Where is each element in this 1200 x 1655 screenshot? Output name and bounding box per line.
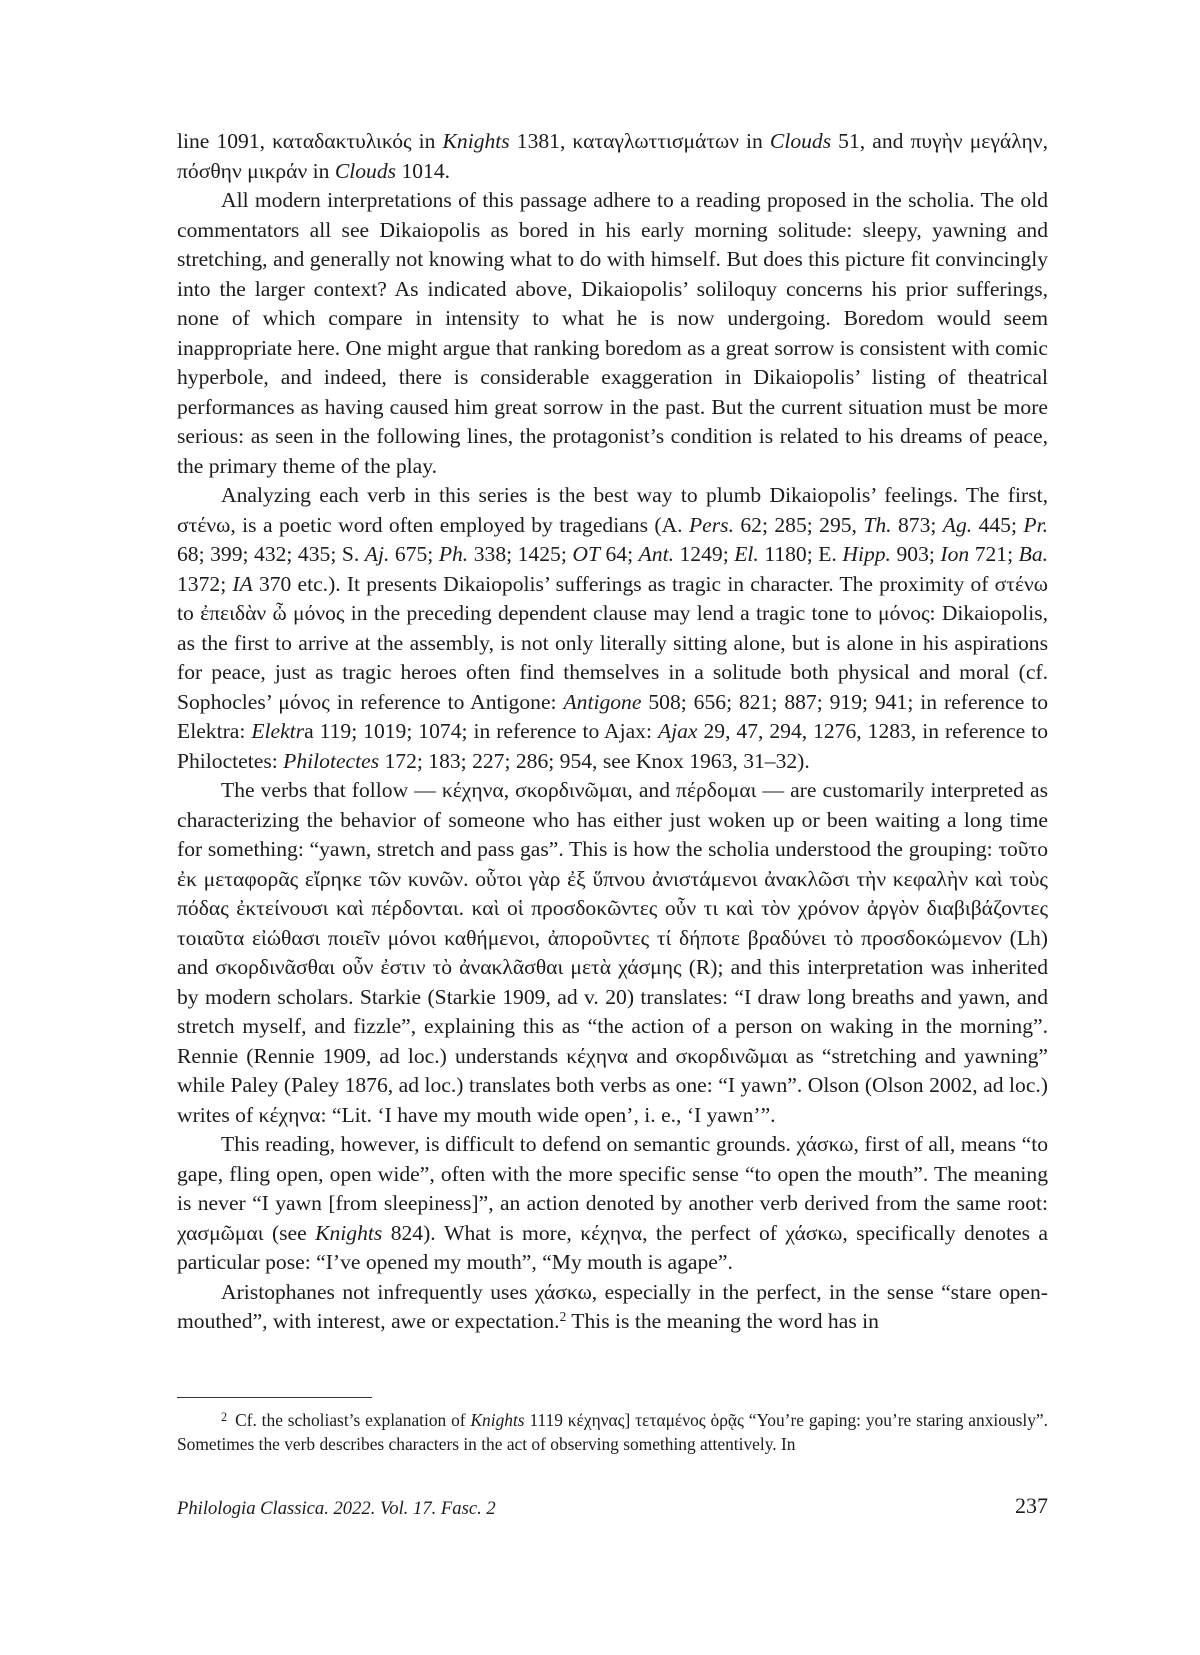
- page-number: 237: [1015, 1493, 1048, 1518]
- paragraph-6: Aristophanes not infrequently uses χάσκω, especially in the perfect, in the sense “stare open-mouthed”, with interest, awe or expectation.$^2$ This is the meaning the word has in: [177, 1279, 1048, 1333]
- paragraph-1: line 1091, καταδακτυλικός in Knights 1381, καταγλωττισμάτων in Clouds 51, and πυγὴν μεγάλην, πόσθην μικράν in Clouds 1014.: [177, 129, 1048, 183]
- running-footer-journal: Philologia Classica. 2022. Vol. 17. Fasc. 2: [177, 1498, 496, 1519]
- body-text: [177, 127, 1048, 1337]
- footnote-text: Cf. the scholiast’s explanation of Knights 1119 κέχηνας] τεταμένος ὁρᾷς “You’re gaping: you’re staring anxiously”. Sometimes the verb describes characters in the act of observing something attentively. In: [177, 1410, 1048, 1454]
- paragraph-5: This reading, however, is difficult to defend on semantic grounds. χάσκω, first of all, means “to gape, fling open, open wide”, often with the more specific sense “to open the mouth”. The meaning is never “I yawn [from sleepiness]”, an action denoted by another verb derived from the same root: χασμῶμαι (see Knights 824). What is more, κέχηνα, the perfect of χάσκω, specifically denotes a particular pose: “I’ve opened my mouth”, “My mouth is agape”.: [177, 1132, 1048, 1274]
- footnote: [177, 1408, 1048, 1456]
- paragraph-3: Analyzing each verb in this series is the best way to plumb Dikaiopolis’ feelings. The first, στένω, is a poetic word often employed by tragedians (A. Pers. 62; 285; 295, Th. 873; Ag. 445; Pr. 68; 399; 432; 435; S. Aj. 675; Ph. 338; 1425; OT 64; Ant. 1249; El. 1180; E. Hipp. 903; Ion 721; Ba. 1372; IA 370 etc.). It presents Dikaiopolis’ sufferings as tragic in character. The proximity of στένω to ἐπειδὰν ὦ μόνος in the preceding dependent clause may lend a tragic tone to μόνος: Dikaiopolis, as the first to arrive at the assembly, is not only literally sitting alone, but is alone in his aspirations for peace, just as tragic heroes often find themselves in a solitude both physical and moral (cf. Sophocles’ μόνος in reference to Antigone: Antigone 508; 656; 821; 887; 919; 941; in reference to Elektra: Elektra 119; 1019; 1074; in reference to Ajax: Ajax 29, 47, 294, 1276, 1283, in reference to Philoctetes: Philotectes 172; 183; 227; 286; 954, see Knox 1963, 31–32).: [177, 483, 1049, 773]
- paragraph-2: All modern interpretations of this passage adhere to a reading proposed in the scholia. The old commentators all see Dikaiopolis as bored in his early morning solitude: sleepy, yawning and stretching, and generally not knowing what to do with himself. But does this picture fit convincingly into the larger context? As indicated above, Dikaiopolis’ soliloquy concerns his prior sufferings, none of which compare in intensity to what he is now undergoing. Boredom would seem inappropriate here. One might argue that ranking boredom as a great sorrow is consistent with comic hyperbole, and indeed, there is considerable exaggeration in Dikaiopolis’ listing of theatrical performances as having caused him great sorrow in the past. But the current situation must be more serious: as seen in the following lines, the protagonist’s condition is related to his dreams of peace, the primary theme of the play.: [177, 188, 1048, 478]
- paragraph-4: The verbs that follow — κέχηνα, σκορδινῶμαι, and πέρδομαι — are customarily interpreted as characterizing the behavior of someone who has either just woken up or been waiting a long time for something: “yawn, stretch and pass gas”. This is how the scholia understood the grouping: τοῦτο ἐκ μεταφορᾶς εἴρηκε τῶν κυνῶν. οὗτοι γὰρ ἐξ ὕπνου ἀνιστάμενοι ἀνακλῶσι τὴν κεφαλὴν καὶ τοὺς πόδας ἐκτείνουσι καὶ πέρδονται. καὶ οἱ προσδοκῶντες οὖν τι καὶ τὸν χρόνον ἀργὸν διαβιβάζοντες τοιαῦτα εἰώθασι ποιεῖν μόνοι καθήμενοι, ἀποροῦντες τί δήποτε βραδύνει τὸ προσδοκώμενον (Lh) and σκορδινᾶσθαι οὖν ἐστιν τὸ ἀνακλᾶσθαι μετὰ χάσμης (R); and this interpretation was inherited by modern scholars. Starkie (Starkie 1909, ad v. 20) translates: “I draw long breaths and yawn, and stretch myself, and fizzle”, explaining this as “the action of a person on waking in the morning”. Rennie (Rennie 1909, ad loc.) understands κέχηνα and σκορδινῶμαι as “stretching and yawning” while Paley (Paley 1876, ad loc.) translates both verbs as one: “I yawn”. Olson (Olson 2002, ad loc.) writes of κέχηνα: “Lit. ‘I have my mouth wide open’, i. e., ‘I yawn’”.: [177, 778, 1048, 1127]
- footnote-number: 2: [221, 1409, 228, 1424]
- footnote-rule: [177, 1397, 372, 1398]
